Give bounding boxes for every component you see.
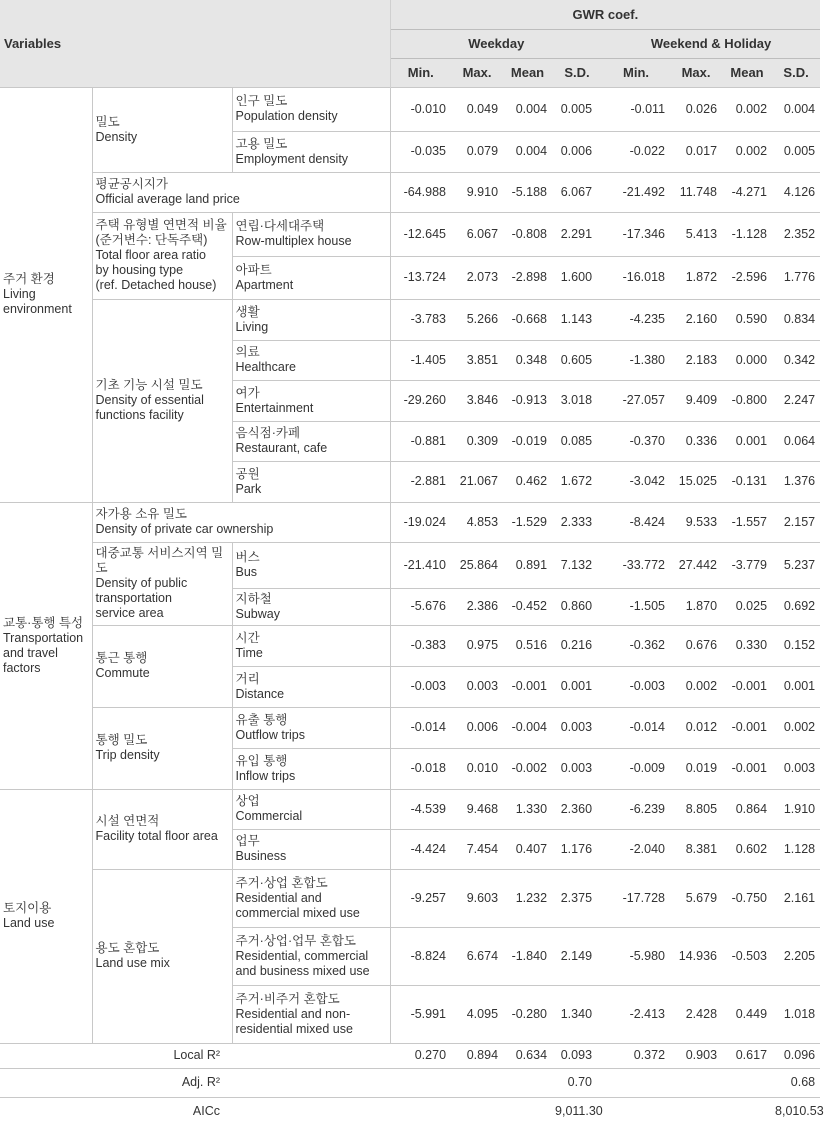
header-col-max-weekend: Max. — [670, 58, 722, 87]
value-cell: -21.410 — [390, 542, 451, 588]
header-col-sd-weekday: S.D. — [552, 58, 602, 87]
value-cell: 11.748 — [670, 172, 722, 212]
variable-label: 주거·비주거 혼합도 Residential and non- residential mixed use — [232, 985, 390, 1043]
value-cell: 2.291 — [552, 212, 602, 256]
value-cell: 2.205 — [772, 927, 820, 985]
value-cell: 0.462 — [503, 461, 552, 502]
value-cell: -0.452 — [503, 588, 552, 625]
value-cell: 0.516 — [503, 625, 552, 666]
value-cell: -0.003 — [390, 666, 451, 707]
value-cell: 0.001 — [552, 666, 602, 707]
value-cell: 2.352 — [772, 212, 820, 256]
header-col-min-weekday: Min. — [390, 58, 451, 87]
stat-row-local-r2 — [0, 1043, 820, 1068]
table-row — [0, 172, 820, 212]
value-cell: 6.067 — [451, 212, 503, 256]
value-cell: -0.001 — [503, 666, 552, 707]
value-cell: -0.503 — [722, 927, 772, 985]
value-cell: -0.808 — [503, 212, 552, 256]
value-cell: 0.605 — [552, 340, 602, 380]
value-cell: -0.881 — [390, 421, 451, 461]
value-cell: 0.002 — [772, 707, 820, 748]
value-cell: 1.340 — [552, 985, 602, 1043]
value-cell: -0.035 — [390, 131, 451, 172]
value-cell: -0.001 — [722, 748, 772, 789]
value-cell: 2.360 — [552, 789, 602, 829]
header-col-max-weekday: Max. — [451, 58, 503, 87]
subgroup-label-tripdens: 통행 밀도 Trip density — [92, 707, 232, 789]
stat-value: 0.903 — [670, 1043, 722, 1068]
value-cell: 0.834 — [772, 299, 820, 340]
value-cell: 2.161 — [772, 869, 820, 927]
value-cell: 0.019 — [670, 748, 722, 789]
variable-label: 업무 Business — [232, 829, 390, 869]
table-row — [0, 625, 820, 666]
value-cell: -1.505 — [602, 588, 670, 625]
value-cell: 0.002 — [670, 666, 722, 707]
value-cell: 0.309 — [451, 421, 503, 461]
value-cell: -3.779 — [722, 542, 772, 588]
value-cell: 2.333 — [552, 502, 602, 542]
stat-value: 9,011.30 — [552, 1097, 602, 1126]
value-cell: -2.898 — [503, 256, 552, 299]
value-cell: 0.001 — [722, 421, 772, 461]
variable-label: 생활 Living — [232, 299, 390, 340]
value-cell: -5.980 — [602, 927, 670, 985]
variable-label: 자가용 소유 밀도 Density of private car ownership — [92, 502, 390, 542]
value-cell: 2.428 — [670, 985, 722, 1043]
value-cell: -0.001 — [722, 707, 772, 748]
value-cell: -0.001 — [722, 666, 772, 707]
stat-value: 0.372 — [602, 1043, 670, 1068]
value-cell: 0.407 — [503, 829, 552, 869]
value-cell: 0.005 — [772, 131, 820, 172]
value-cell: 2.149 — [552, 927, 602, 985]
variable-label: 시간 Time — [232, 625, 390, 666]
stat-value: 0.634 — [503, 1043, 552, 1068]
value-cell: 9.409 — [670, 380, 722, 421]
stat-value — [722, 1097, 772, 1126]
value-cell: -8.424 — [602, 502, 670, 542]
value-cell: -0.913 — [503, 380, 552, 421]
value-cell: 4.095 — [451, 985, 503, 1043]
value-cell: 0.003 — [552, 707, 602, 748]
value-cell: -17.728 — [602, 869, 670, 927]
value-cell: 2.183 — [670, 340, 722, 380]
subgroup-label-housing: 주택 유형별 연면적 비율 (준거변수: 단독주택) Total floor area ratio by housing type (ref. Detached house) — [92, 212, 232, 299]
variable-label: 여가 Entertainment — [232, 380, 390, 421]
value-cell: 3.018 — [552, 380, 602, 421]
stat-value — [451, 1097, 503, 1126]
variable-label: 고용 밀도 Employment density — [232, 131, 390, 172]
stat-value — [602, 1068, 670, 1097]
value-cell: -16.018 — [602, 256, 670, 299]
value-cell: 1.176 — [552, 829, 602, 869]
variable-label: 버스 Bus — [232, 542, 390, 588]
value-cell: 2.157 — [772, 502, 820, 542]
value-cell: 7.132 — [552, 542, 602, 588]
stat-value: 0.68 — [772, 1068, 820, 1097]
value-cell: 0.001 — [772, 666, 820, 707]
table-row — [0, 707, 820, 748]
value-cell: 1.376 — [772, 461, 820, 502]
stat-value — [670, 1097, 722, 1126]
value-cell: -2.040 — [602, 829, 670, 869]
value-cell: 2.073 — [451, 256, 503, 299]
variable-label: 유입 통행 Inflow trips — [232, 748, 390, 789]
stat-value: 0.270 — [390, 1043, 451, 1068]
value-cell: -0.018 — [390, 748, 451, 789]
header-weekend: Weekend & Holiday — [602, 29, 820, 58]
table-row — [0, 789, 820, 829]
variable-label: 인구 밀도 Population density — [232, 87, 390, 131]
variable-label: 연립·다세대주택 Row-multiplex house — [232, 212, 390, 256]
value-cell: 0.006 — [552, 131, 602, 172]
stat-value — [722, 1068, 772, 1097]
value-cell: 0.891 — [503, 542, 552, 588]
value-cell: 0.010 — [451, 748, 503, 789]
value-cell: 9.603 — [451, 869, 503, 927]
value-cell: -5.188 — [503, 172, 552, 212]
stat-value — [503, 1097, 552, 1126]
value-cell: 7.454 — [451, 829, 503, 869]
value-cell: 5.237 — [772, 542, 820, 588]
value-cell: 0.449 — [722, 985, 772, 1043]
value-cell: 9.910 — [451, 172, 503, 212]
value-cell: -1.128 — [722, 212, 772, 256]
variable-label: 주거·상업·업무 혼합도 Residential, commercial and business mixed use — [232, 927, 390, 985]
value-cell: 1.910 — [772, 789, 820, 829]
table-row — [0, 502, 820, 542]
subgroup-label-essential: 기초 기능 시설 밀도 Density of essential functions facility — [92, 299, 232, 502]
value-cell: 0.336 — [670, 421, 722, 461]
value-cell: -0.370 — [602, 421, 670, 461]
value-cell: -2.596 — [722, 256, 772, 299]
value-cell: 1.672 — [552, 461, 602, 502]
value-cell: -0.011 — [602, 87, 670, 131]
value-cell: -0.014 — [390, 707, 451, 748]
value-cell: 1.776 — [772, 256, 820, 299]
value-cell: -33.772 — [602, 542, 670, 588]
value-cell: -0.750 — [722, 869, 772, 927]
variable-label: 공원 Park — [232, 461, 390, 502]
value-cell: -0.022 — [602, 131, 670, 172]
value-cell: -3.042 — [602, 461, 670, 502]
value-cell: -12.645 — [390, 212, 451, 256]
value-cell: 2.247 — [772, 380, 820, 421]
stat-value: 0.70 — [552, 1068, 602, 1097]
value-cell: -2.413 — [602, 985, 670, 1043]
header-weekday: Weekday — [390, 29, 602, 58]
variable-label: 주거·상업 혼합도 Residential and commercial mixed use — [232, 869, 390, 927]
value-cell: -2.881 — [390, 461, 451, 502]
value-cell: 1.330 — [503, 789, 552, 829]
value-cell: -0.003 — [602, 666, 670, 707]
stat-value: 0.096 — [772, 1043, 820, 1068]
stat-row-adj-r2 — [0, 1068, 820, 1097]
value-cell: 0.049 — [451, 87, 503, 131]
value-cell: 0.330 — [722, 625, 772, 666]
group-label-landuse: 토지이용 Land use — [0, 789, 92, 1043]
subgroup-label-facility: 시설 연면적 Facility total floor area — [92, 789, 232, 869]
value-cell: 6.674 — [451, 927, 503, 985]
value-cell: -0.002 — [503, 748, 552, 789]
variable-label: 지하철 Subway — [232, 588, 390, 625]
value-cell: 0.064 — [772, 421, 820, 461]
value-cell: 1.143 — [552, 299, 602, 340]
value-cell: 14.936 — [670, 927, 722, 985]
stat-value: 8,010.53 — [772, 1097, 820, 1126]
stat-value — [390, 1097, 451, 1126]
stat-value: 0.093 — [552, 1043, 602, 1068]
value-cell: -29.260 — [390, 380, 451, 421]
table-row — [0, 87, 820, 131]
group-label-transport: 교통·통행 특성 Transportation and travel factors — [0, 502, 92, 789]
value-cell: 8.381 — [670, 829, 722, 869]
stat-value: 0.617 — [722, 1043, 772, 1068]
value-cell: 0.002 — [722, 87, 772, 131]
stat-value — [390, 1068, 451, 1097]
value-cell: -0.004 — [503, 707, 552, 748]
value-cell: 0.004 — [772, 87, 820, 131]
value-cell: -1.380 — [602, 340, 670, 380]
value-cell: 4.853 — [451, 502, 503, 542]
value-cell: 0.079 — [451, 131, 503, 172]
value-cell: 15.025 — [670, 461, 722, 502]
value-cell: 21.067 — [451, 461, 503, 502]
value-cell: -0.280 — [503, 985, 552, 1043]
stat-value — [602, 1097, 670, 1126]
subgroup-label-density: 밀도 Density — [92, 87, 232, 172]
value-cell: -1.529 — [503, 502, 552, 542]
value-cell: 0.004 — [503, 87, 552, 131]
value-cell: -4.271 — [722, 172, 772, 212]
value-cell: 0.003 — [552, 748, 602, 789]
group-label-living: 주거 환경 Living environment — [0, 87, 92, 502]
header-col-mean-weekend: Mean — [722, 58, 772, 87]
value-cell: 5.413 — [670, 212, 722, 256]
value-cell: 8.805 — [670, 789, 722, 829]
table-row — [0, 869, 820, 927]
value-cell: -0.362 — [602, 625, 670, 666]
value-cell: -0.010 — [390, 87, 451, 131]
value-cell: 27.442 — [670, 542, 722, 588]
value-cell: 3.846 — [451, 380, 503, 421]
value-cell: -3.783 — [390, 299, 451, 340]
variable-label: 평균공시지가 Official average land price — [92, 172, 390, 212]
value-cell: 5.266 — [451, 299, 503, 340]
value-cell: 0.012 — [670, 707, 722, 748]
value-cell: -4.539 — [390, 789, 451, 829]
header-gwr-coef: GWR coef. — [390, 0, 820, 29]
value-cell: -0.668 — [503, 299, 552, 340]
stat-value — [451, 1068, 503, 1097]
value-cell: 0.002 — [722, 131, 772, 172]
value-cell: -1.557 — [722, 502, 772, 542]
value-cell: 1.232 — [503, 869, 552, 927]
value-cell: -4.235 — [602, 299, 670, 340]
value-cell: 0.085 — [552, 421, 602, 461]
variable-label: 음식점·카페 Restaurant, cafe — [232, 421, 390, 461]
value-cell: 0.017 — [670, 131, 722, 172]
value-cell: 1.600 — [552, 256, 602, 299]
value-cell: 0.026 — [670, 87, 722, 131]
value-cell: 2.160 — [670, 299, 722, 340]
stat-label: Adj. R² — [0, 1068, 390, 1097]
value-cell: -1.405 — [390, 340, 451, 380]
value-cell: -0.131 — [722, 461, 772, 502]
value-cell: -21.492 — [602, 172, 670, 212]
stat-label: AICc — [0, 1097, 390, 1126]
value-cell: -9.257 — [390, 869, 451, 927]
value-cell: 3.851 — [451, 340, 503, 380]
value-cell: 0.864 — [722, 789, 772, 829]
value-cell: -0.383 — [390, 625, 451, 666]
subgroup-label-pubtrans: 대중교통 서비스지역 밀도 Density of public transportation service area — [92, 542, 232, 625]
value-cell: -0.019 — [503, 421, 552, 461]
variable-label: 아파트 Apartment — [232, 256, 390, 299]
variable-label: 유출 통행 Outflow trips — [232, 707, 390, 748]
value-cell: 0.000 — [722, 340, 772, 380]
value-cell: 0.005 — [552, 87, 602, 131]
value-cell: 0.003 — [772, 748, 820, 789]
header-col-sd-weekend: S.D. — [772, 58, 820, 87]
value-cell: 0.676 — [670, 625, 722, 666]
value-cell: 0.692 — [772, 588, 820, 625]
variable-label: 거리 Distance — [232, 666, 390, 707]
value-cell: 1.018 — [772, 985, 820, 1043]
value-cell: -17.346 — [602, 212, 670, 256]
value-cell: 0.602 — [722, 829, 772, 869]
value-cell: -5.991 — [390, 985, 451, 1043]
subgroup-label-mix: 용도 혼합도 Land use mix — [92, 869, 232, 1043]
value-cell: -64.988 — [390, 172, 451, 212]
stat-row-aicc — [0, 1097, 820, 1126]
table-row — [0, 299, 820, 340]
header-variables: Variables — [0, 0, 390, 87]
value-cell: 0.152 — [772, 625, 820, 666]
header-col-mean-weekday: Mean — [503, 58, 552, 87]
value-cell: -0.009 — [602, 748, 670, 789]
value-cell: 5.679 — [670, 869, 722, 927]
value-cell: -1.840 — [503, 927, 552, 985]
value-cell: 9.533 — [670, 502, 722, 542]
value-cell: 2.375 — [552, 869, 602, 927]
value-cell: 6.067 — [552, 172, 602, 212]
value-cell: 1.870 — [670, 588, 722, 625]
value-cell: 0.975 — [451, 625, 503, 666]
stat-label: Local R² — [0, 1043, 390, 1068]
value-cell: -6.239 — [602, 789, 670, 829]
value-cell: 2.386 — [451, 588, 503, 625]
stat-value — [503, 1068, 552, 1097]
value-cell: 1.872 — [670, 256, 722, 299]
value-cell: 0.025 — [722, 588, 772, 625]
value-cell: 0.216 — [552, 625, 602, 666]
value-cell: -27.057 — [602, 380, 670, 421]
value-cell: -0.800 — [722, 380, 772, 421]
value-cell: 0.590 — [722, 299, 772, 340]
stat-value: 0.894 — [451, 1043, 503, 1068]
value-cell: -4.424 — [390, 829, 451, 869]
value-cell: 0.342 — [772, 340, 820, 380]
stat-value — [670, 1068, 722, 1097]
value-cell: -5.676 — [390, 588, 451, 625]
value-cell: 0.348 — [503, 340, 552, 380]
value-cell: 9.468 — [451, 789, 503, 829]
value-cell: -0.014 — [602, 707, 670, 748]
value-cell: -8.824 — [390, 927, 451, 985]
table-row — [0, 542, 820, 588]
header-col-min-weekend: Min. — [602, 58, 670, 87]
value-cell: 0.006 — [451, 707, 503, 748]
table-row — [0, 212, 820, 256]
value-cell: -19.024 — [390, 502, 451, 542]
value-cell: 25.864 — [451, 542, 503, 588]
value-cell: 0.004 — [503, 131, 552, 172]
subgroup-label-commute: 통근 통행 Commute — [92, 625, 232, 707]
value-cell: 1.128 — [772, 829, 820, 869]
value-cell: 0.860 — [552, 588, 602, 625]
value-cell: -13.724 — [390, 256, 451, 299]
variable-label: 상업 Commercial — [232, 789, 390, 829]
variable-label: 의료 Healthcare — [232, 340, 390, 380]
value-cell: 4.126 — [772, 172, 820, 212]
value-cell: 0.003 — [451, 666, 503, 707]
